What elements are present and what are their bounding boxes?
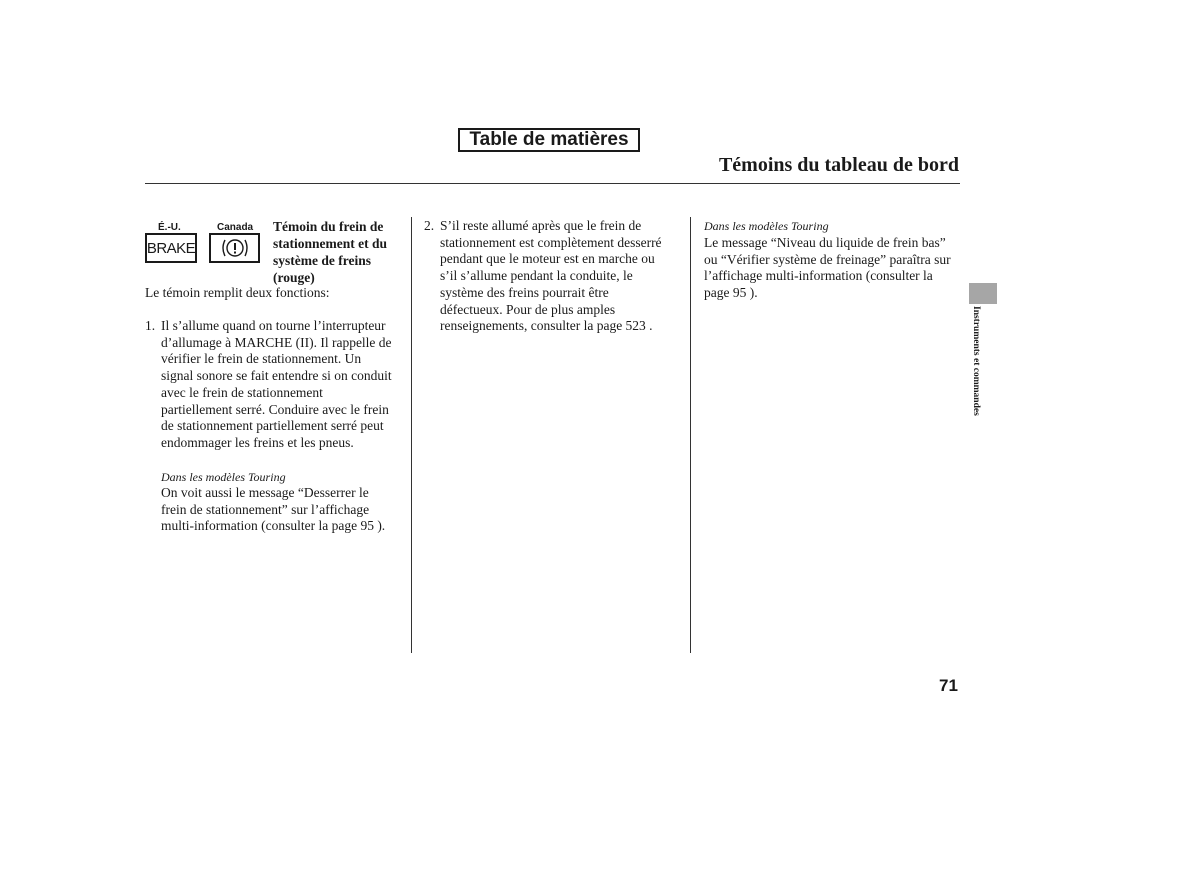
- text-line: renseignements, consulter la page 523 .: [440, 318, 653, 334]
- heading-line: stationnement et du: [273, 236, 387, 251]
- text-line: page 95 ).: [704, 285, 758, 301]
- column-divider-1: [411, 217, 412, 653]
- indicator-heading: [273, 218, 408, 286]
- item-number: 1.: [145, 318, 156, 333]
- page-number: 71: [939, 676, 958, 695]
- text-line: Le message “Niveau du liquide de frein bas”: [704, 235, 946, 250]
- text-line: vérifier le frein de stationnement. Un: [161, 351, 362, 367]
- brake-symbol-text: BRAKE: [146, 239, 196, 257]
- text-line: l’affichage multi-information (consulter la: [704, 268, 933, 284]
- intro-text: Le témoin remplit deux fonctions:: [145, 285, 330, 300]
- brake-warning-symbol-us: [145, 233, 197, 263]
- text-line: S’il reste allumé après que le frein de: [440, 218, 642, 233]
- item-2-text: [440, 218, 688, 335]
- text-line: s’il s’allume pendant la conduite, le: [440, 268, 633, 284]
- us-label: É.-U.: [158, 222, 181, 233]
- text-line: avec le frein de stationnement: [161, 384, 323, 400]
- heading-line: Témoin du frein de: [273, 219, 384, 234]
- text-line: ou “Vérifier système de freinage” paraîtra sur: [704, 251, 951, 267]
- text-line: frein de stationnement” sur l’affichage: [161, 501, 370, 517]
- brake-warning-icon: [220, 236, 250, 260]
- section-tab-label: [969, 306, 983, 441]
- brake-warning-symbol-canada: [209, 233, 260, 263]
- touring-text: [161, 485, 411, 535]
- text-line: partiellement serré. Conduire avec le frein: [161, 401, 389, 417]
- canada-label: Canada: [217, 222, 254, 233]
- text-line: multi-information (consulter la page 95 ).: [161, 518, 386, 534]
- text-line: stationnement est complètement desserré: [440, 234, 662, 250]
- text-line: système des freins pourrait être: [440, 284, 609, 300]
- touring-note: Dans les modèles Touring: [161, 470, 286, 484]
- column-divider-2: [690, 217, 691, 653]
- text-line: pendant que le moteur est en marche ou: [440, 251, 655, 267]
- heading-line: système de freins: [273, 253, 371, 268]
- toc-button-label: Table de matières: [469, 129, 629, 150]
- text-line: Il s’allume quand on tourne l’interrupteur: [161, 318, 386, 333]
- header-divider: [145, 183, 960, 184]
- text-line: signal sonore se fait entendre si on conduit: [161, 368, 392, 384]
- item-number: 2.: [424, 218, 435, 233]
- touring-note: Dans les modèles Touring: [704, 219, 829, 233]
- text-line: d’allumage à MARCHE (II). Il rappelle de: [161, 334, 392, 350]
- item-1-text: [161, 318, 411, 452]
- touring-message-text: [704, 235, 962, 302]
- section-tab-text: Instruments et commandes: [971, 306, 981, 416]
- text-line: de stationnement partiellement serré peut: [161, 418, 384, 434]
- text-line: défectueux. Pour de plus amples: [440, 301, 616, 317]
- text-line: endommager les freins et les pneus.: [161, 434, 354, 450]
- section-tab-marker: [969, 283, 997, 304]
- heading-line: (rouge): [273, 270, 315, 285]
- text-line: On voit aussi le message “Desserrer le: [161, 485, 369, 500]
- table-of-contents-button[interactable]: [458, 128, 640, 152]
- page-title: Témoins du tableau de bord: [718, 154, 959, 176]
